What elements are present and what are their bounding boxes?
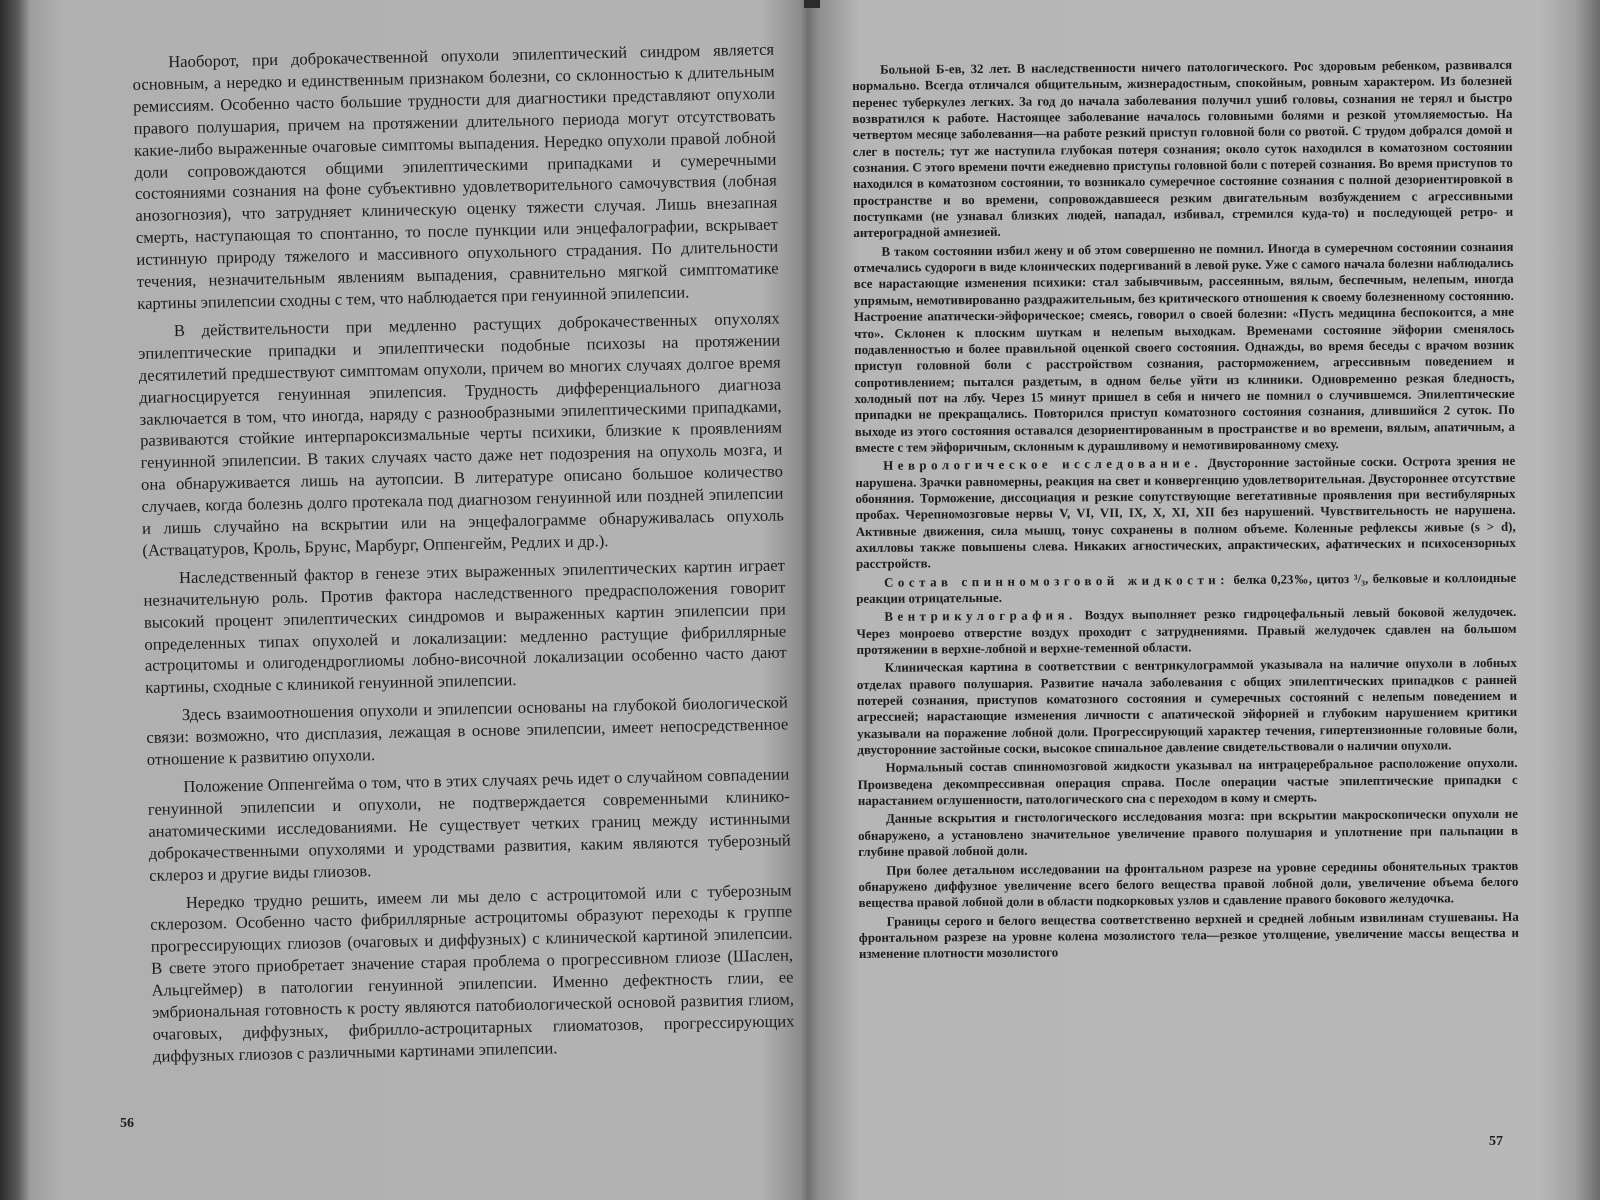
case-paragraph [858,857,1518,911]
case-paragraph [859,908,1519,962]
paragraph-text: В таком состоянии избил жену и об этом совершенно не помнил. Иногда в сумеречном состоянии сознания отмечались судороги в виде клонических подергиваний в левой руке. Уже с самого начала болезни наблюдались все нарастающие изменения психики: стал забывчивым, рассеянным, вялым, беспечным, нелепым, иногда упрямым, немотивированно раздражительным, без критического отношения к своему болезненному состоянию. Настроение апатически-эйфорическое; смеясь, говорил о своей болезни: «Пусть медицина беспокоится, а мне что». Склонен к плоским шуткам и нелепым выходкам. Временами состояние эйфории сменялось подавленностью и более правильной оценкой своего состояния. Однажды, во время беседы с врачом возник приступ головной боли с расстройством сознания, расторможением, агрессивным поведением и сопротивлением; пытался раздетым, в одном белье уйти из клиники. Одновременно резкая бледность, холодный пот на лбу. Через 15 минут пришел в себя и ничего не помнил о случившемся. Эпилептические припадки не прекращались. Повторился приступ коматозного состояния сознания, длившийся 2 суток. По выходе из этого состояния оставался дезориентированным в пространстве и во времени, вялым, апатичным, а вместе с тем эйфоричным, склонным к дурашливому и немотивированному смеху. [853,239,1515,455]
paragraph: Положение Оппенгейма о том, что в этих случаях речь идет о случайном совпадении генуинной эпилепсии и опухоли, не подтверждается современными клинико-анатомическими исследованиями. Не существует четких границ между истинными доброкачественными опухолями и уродствами развития, каким являются туберозный склероз и другие виды глиозов. [147,764,791,885]
page-number-left: 56 [120,1116,134,1131]
paragraph-text: Больной Б-ев, 32 лет. В наследственности ничего патологического. Рос здоровым ребенком, развивался нормально. Всегда отличался общительным, жизнерадостным, спокойным, ровным характером. Из болезней перенес туберкулез легких. За год до начала заболевания получил ушиб головы, сознания не терял и быстро возвратился к работе. Настоящее заболевание началось головными болями и резкой утомляемостью. На четвертом месяце заболевания—на работе резкий приступ головной боли со рвотой. С трудом добрался домой и слег в постель; тут же наступила глубокая потеря сознания; около суток находился в коматозном состоянии сознания. С этого времени почти ежедневно приступы головной боли с потерей сознания. Во время приступов то находился в коматозном состоянии, то возникало сумеречное состояние сознания с полной дезориентировкой в пространстве и во времени, сопровождавшееся резким двигательным возбуждением с агрессивными поступками (не узнавал близких людей, нападал, избивал, стремился куда-то) и последующей ретро- и антероградной амнезией. [852,57,1514,241]
bookmark-ribbon [804,0,820,8]
right-page [852,57,1519,965]
paragraph-text: Нормальный состав спинномозговой жидкости указывал на интрацеребральное расположение опухоли. Произведена декомпрессивная операция справа. После операции частые эпилептические припадки с нарастанием оглушенности, патологического сна с переходом в кому и смерть. [857,756,1518,809]
case-paragraph [856,604,1516,658]
case-paragraph [853,239,1515,457]
case-paragraph [857,755,1517,809]
paragraph-text: При более детальном исследовании на фронтальном разрезе на уровне середины обонятельных трактов обнаружено диффузное увеличение всего белого вещества правой лобной доли, увеличение объема белого вещества правой лобной доли в области подкорковых узлов и сдавление правого бокового желудочка. [858,858,1519,911]
paragraph-text: Клиническая картина в соответствии с вентрикулограммой указывала на наличие опухоли в лобных отделах правого полушария. Развитие начала заболевания с общих эпилептических припадков с ранней потерей сознания, приступов коматозного состояния и сумеречных состояний с нелепым поведением и агрессией; нарастающие изменения личности с апатической эйфорией и глубоким нарушением критики указывали на поражение лобной доли. Прогрессирующий характер течения, гипертензионные головные боли, двусторонние застойные соски, высокое спинальное давление свидетельствовали о наличии опухоли. [856,656,1518,758]
paragraph-text: Данные вскрытия и гистологического исследования мозга: при вскрытии макроскопически опухоли не обнаружено, а установлено значительное увеличение правого полушария и уплотнение при пальпации в глубине правой лобной доли. [858,807,1519,860]
left-page [132,39,795,1074]
page-number-right: 57 [1489,1134,1503,1149]
section-label: Вентрикулография. [884,608,1077,625]
case-paragraph [852,57,1513,242]
case-paragraph [855,453,1516,573]
case-paragraph [857,655,1518,758]
paragraph: Нередко трудно решить, имеем ли мы дело с астроцитомой или с туберозным склерозом. Особенно часто фибриллярные астроцитомы образуют переходы к группе прогрессирующих глиозов (очаговых и диффузных) с клинической картиной эпилепсии. В свете этого приобретает значение старая проблема о прогрессивном глиозе (Шаслен, Альцгеймер) в патологии генуинной эпилепсии. Именно дефектность глии, ее эмбриональная готовность к росту являются патобиологической основой развития глиом, очаговых, диффузных, фибрилло-астроцитарных глиоматозов, прогрессирующих диффузных глиозов с различными картинами эпилепсии. [150,879,795,1066]
paragraph: Наоборот, при доброкачественной опухоли эпилептический синдром является основным, а нередко и единственным признаком болезни, со склонностью к длительным ремиссиям. Особенно часто большие трудности для диагностики представляют опухоли правого полушария, причем на протяжении длительного периода могут отсутствовать какие-либо выраженные очаговые симптомы выпадения. Нередко опухоли правой лобной доли сопровождаются общими эпилептическими припадками и сумеречными состояниями сознания на фоне субъективно удовлетворительного самочувствия (лобная анозогнозия), что затрудняет клиническую оценку тяжести случая. Лишь внезапная смерть, наступающая то спонтанно, то после пункции или энцефалографии, вскрывает истинную природу тяжелого и массивного опухольного страдания. По длительности течения, незначительным явлениям выпадения, сравнительно мягкой симптоматике картины эпилепсии сходны с тем, что наблюдается при генуинной эпилепсии. [132,39,779,313]
section-label: Неврологическое исследование. [883,456,1203,474]
paragraph-text: Границы серого и белого вещества соответственно верхней и средней лобным извилинам стушеваны. На фронтальном разрезе на уровне колена мозолистого тела—резкое утолщение, увеличение массы вещества и изменение плотности мозолистого [858,909,1519,962]
paragraph: Здесь взаимоотношения опухоли и эпилепсии основаны на глубокой биологической связи: возможно, что дисплазия, лежащая в основе эпилепсии, имеет непосредственное отношение к развитию опухоли. [146,692,789,769]
case-paragraph [858,806,1518,860]
paragraph-text: Воздух выполняет резко гидроцефальный левый боковой желудочек. Через монроево отверстие воздух проходит с затруднениями. Правый желудочек сдавлен на большом протяжении в верхне-лобной и верхне-теменной области. [856,605,1517,658]
paragraph-text: белка 0,23‰, цитоз ³/₃, белковые и коллоидные реакции отрицательные. [856,570,1517,606]
case-paragraph [856,569,1516,607]
paragraph-text: Двусторонние застойные соски. Острота зрения не нарушена. Зрачки равномерны, реакция на свет и конвергенцию удовлетворительная. Двустороннее отсутствие обоняния. Торможение, диссоциация и резкие сопутствующие вегетативные проявления при вестибулярных пробах. Черепномозговые нервы V, VI, VII, IX, X, XI, XII без нарушений. Чувствительность не нарушена. Активные движения, сила мышц, тонус сохранены в полном объеме. Коленные рефлексы живые (s > d), ахилловы также повышены слева. Никаких агностических, апрактических, афатических и психосензорных расстройств. [855,454,1516,572]
paragraph: Наследственный фактор в генезе этих выраженных эпилептических картин играет незначительную роль. Против фактора наследственного предрасположения говорит высокий процент эпилептических синдромов и выраженных картин эпилепсии при определенных типах опухолей и локализации: медленно растущие фибриллярные астроцитомы и олигодендроглиомы лобно-височной локализации особенно часто дают картины, сходные с клиникой генуинной эпилепсии. [143,555,787,698]
paragraph: В действительности при медленно растущих доброкачественных опухолях эпилептические припадки и эпилептически подобные психозы на протяжении десятилетий предшествуют симптомам опухоли, причем во многих случаях долгое время диагносцируется генуинная эпилепсия. Трудность дифференциального диагноза заключается в том, что иногда, наряду с разнообразными эпилептическими припадками, развиваются стойкие интерпароксизмальные черты психики, близкие к проявлениям генуинной эпилепсии. В таких случаях часто даже нет подозрения на опухоль мозга, и она обнаруживается лишь на аутопсии. В литературе описано большое количество случаев, когда болезнь долго протекала под диагнозом генуинной или поздней эпилепсии и лишь случайно на вскрытии или на энцефалограмме обнаруживалась опухоль (Аствацатуров, Кроль, Брунс, Марбург, Оппенгейм, Редлих и др.). [138,308,785,560]
section-label: Состав спинномозговой жидкости: [884,572,1230,590]
